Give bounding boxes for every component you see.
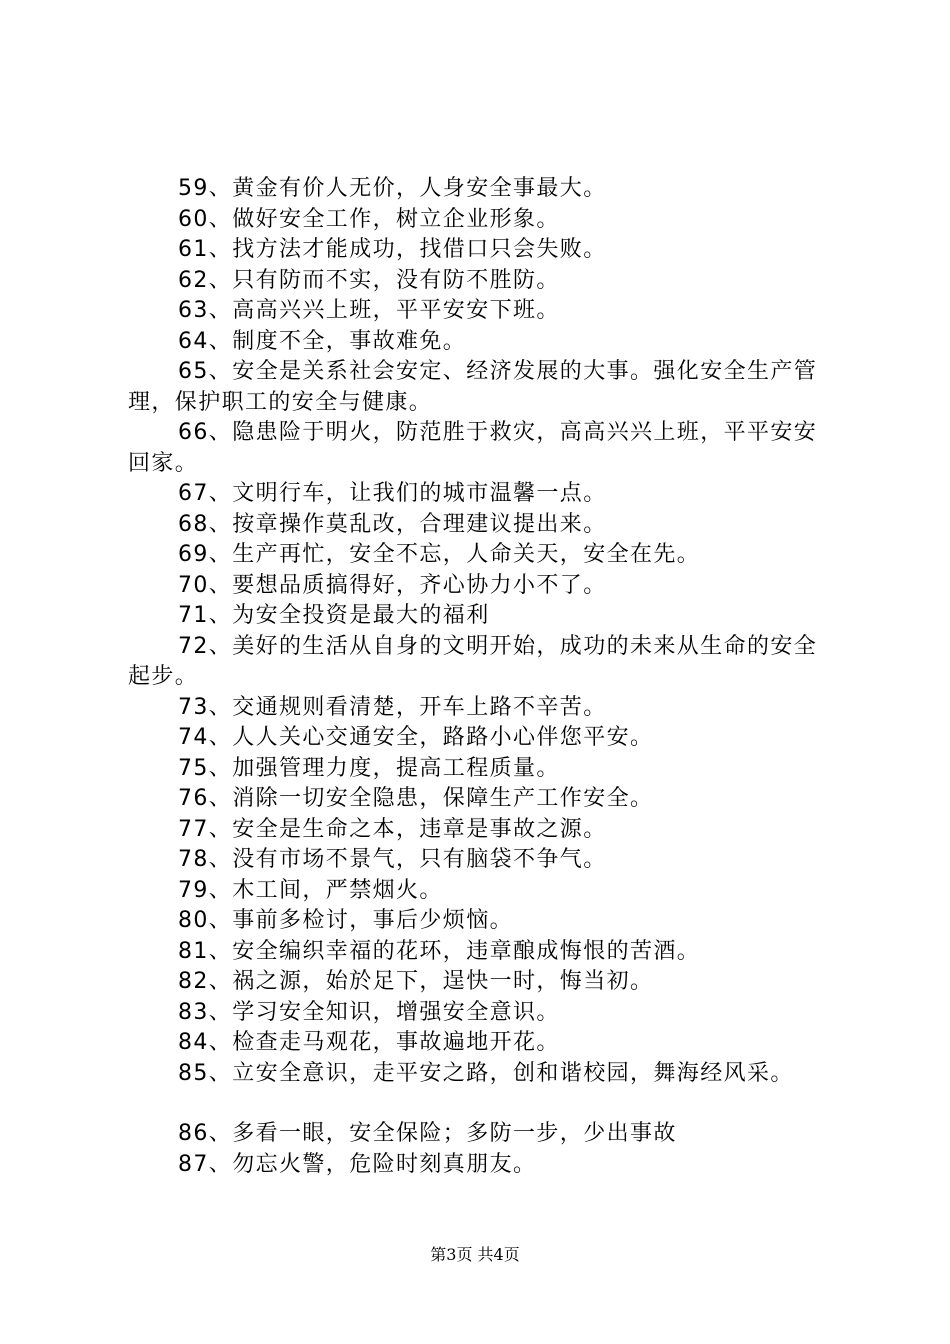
- list-item: 77、安全是生命之本，违章是事故之源。: [178, 816, 607, 842]
- list-item: 76、消除一切安全隐患，保障生产工作安全。: [178, 786, 654, 811]
- list-item: 61、找方法才能成功，找借口只会失败。: [178, 237, 607, 262]
- list-item: 59、黄金有价人无价，人身安全事最大。: [178, 176, 607, 201]
- list-item: 82、祸之源，始於足下，逞快一时，悔当初。: [178, 969, 654, 994]
- list-item: 74、人人关心交通安全，路路小心伴您平安。: [178, 725, 654, 750]
- list-item: 81、安全编织幸福的花环，违章酿成悔恨的苦酒。: [178, 938, 701, 964]
- list-item: 80、事前多检讨，事后少烦恼。: [178, 908, 513, 933]
- list-item: 60、做好安全工作，树立企业形象。: [178, 206, 560, 232]
- list-item: 66、隐患险于明火，防范胜于救灾，高高兴兴上班，平平安安回家。: [128, 420, 818, 476]
- list-item: 72、美好的生活从自身的文明开始，成功的未来从生命的安全起步。: [128, 633, 818, 689]
- list-item: 71、为安全投资是最大的福利: [178, 603, 490, 628]
- list-item: 73、交通规则看清楚，开车上路不辛苦。: [178, 694, 607, 720]
- list-item: 67、文明行车，让我们的城市温馨一点。: [178, 481, 607, 506]
- list-item: 86、多看一眼，安全保险；多防一步，少出事故: [178, 1121, 677, 1146]
- list-item: 84、检查走马观花，事故遍地开花。: [178, 1030, 560, 1055]
- slogan-list: [128, 174, 840, 1180]
- list-item: 63、高高兴兴上班，平平安安下班。: [178, 298, 560, 323]
- list-item: 68、按章操作莫乱改，合理建议提出来。: [178, 511, 607, 537]
- list-item: 64、制度不全，事故难免。: [178, 328, 467, 354]
- list-item: 69、生产再忙，安全不忘，人命关天，安全在先。: [178, 542, 701, 567]
- list-item: 70、要想品质搞得好，齐心协力小不了。: [178, 572, 607, 598]
- list-item: 75、加强管理力度，提高工程质量。: [178, 755, 560, 781]
- list-item: 65、安全是关系社会安定、经济发展的大事。强化安全生产管理，保护职工的安全与健康。: [128, 359, 818, 415]
- list-item: 78、没有市场不景气，只有脑袋不争气。: [178, 847, 607, 872]
- list-item: 83、学习安全知识，增强安全意识。: [178, 999, 560, 1025]
- list-item: 62、只有防而不实，没有防不胜防。: [178, 267, 560, 293]
- list-item: 87、勿忘火警，危险时刻真朋友。: [178, 1151, 537, 1177]
- list-item: 85、立安全意识，走平安之路，创和谐校园，舞海经风采。: [178, 1060, 794, 1086]
- list-item: 79、木工间，严禁烟火。: [178, 877, 443, 903]
- page-footer: 第3页 共4页: [430, 1245, 520, 1264]
- blank-line: [128, 1089, 840, 1119]
